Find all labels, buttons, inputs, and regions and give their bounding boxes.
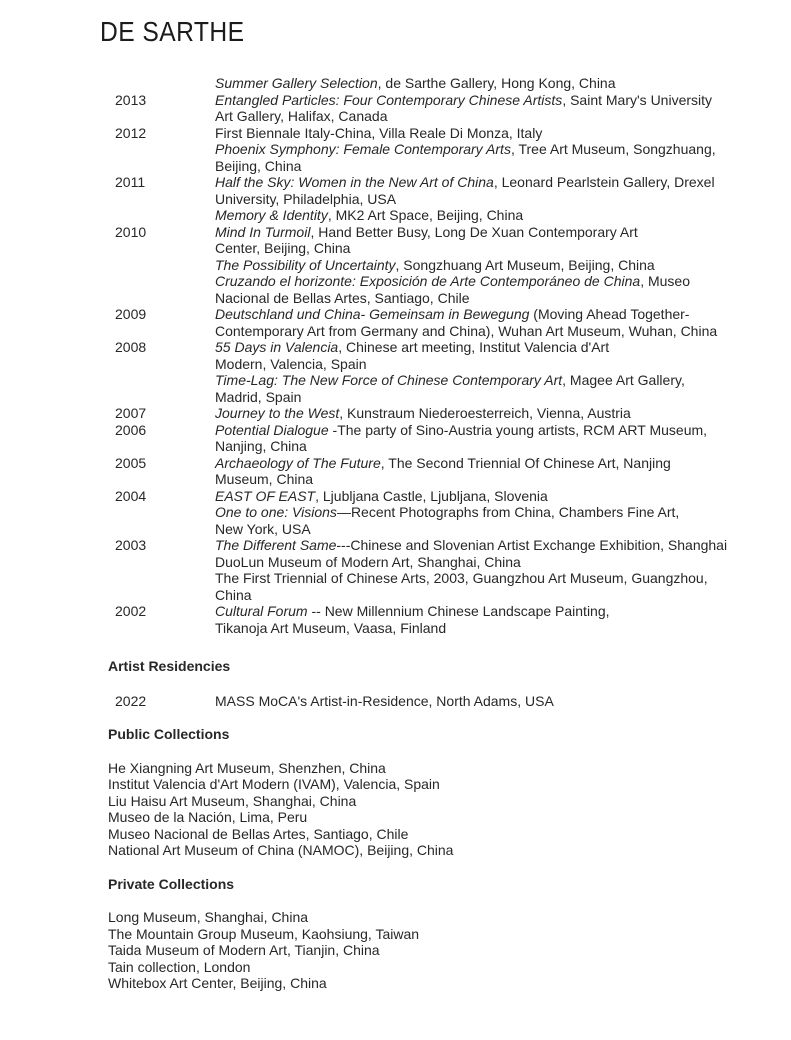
exhibition-text <box>215 356 367 373</box>
text-segment: First Biennale Italy-China, Villa Reale Di Monza, Italy <box>215 124 543 141</box>
public-collection-item: National Art Museum of China (NAMOC), Beijing, China <box>108 842 454 858</box>
exhibition-title: Deutschland und China- Gemeinsam in Bewegung <box>215 306 530 322</box>
exhibition-text <box>215 488 548 505</box>
exhibition-row <box>108 471 761 488</box>
text-segment: Museum, China <box>215 471 314 487</box>
text-segment: , Saint Mary's University <box>562 91 713 108</box>
exhibition-row <box>108 257 761 274</box>
exhibition-row <box>108 191 761 208</box>
exhibition-row <box>108 438 761 455</box>
exhibition-title: Half the Sky: Women in the New Art of China <box>215 174 494 190</box>
public-collection-item: Institut Valencia d'Art Modern (IVAM), Valencia, Spain <box>108 776 440 792</box>
exhibition-text <box>215 75 616 92</box>
public-collection-item: Museo de la Nación, Lima, Peru <box>108 809 308 825</box>
exhibition-row <box>108 174 761 191</box>
exhibition-row <box>108 455 761 472</box>
exhibition-year: 2013 <box>115 91 147 108</box>
gallery-logo: DE SARTHE <box>100 16 245 47</box>
exhibition-row <box>108 504 761 521</box>
exhibition-title: Entangled Particles: Four Contemporary Chinese Artists <box>215 91 563 108</box>
private-collection-item: Taida Museum of Modern Art, Tianjin, China <box>108 942 380 958</box>
exhibition-text <box>215 389 301 406</box>
private-collections-section <box>108 876 761 992</box>
exhibition-text <box>215 323 717 340</box>
text-segment: Madrid, Spain <box>215 388 302 405</box>
exhibition-text <box>215 521 311 538</box>
exhibition-year: 2008 <box>115 339 147 355</box>
exhibition-title: Summer Gallery Selection <box>215 75 378 91</box>
exhibition-text <box>215 108 387 125</box>
exhibition-row <box>108 141 761 158</box>
text-segment: Nanjing, China <box>215 438 307 454</box>
exhibition-row <box>108 273 761 290</box>
exhibition-row <box>108 537 761 554</box>
text-segment: , Songzhuang Art Museum, Beijing, China <box>395 256 655 273</box>
exhibition-year: 2004 <box>115 487 147 504</box>
exhibition-title: Archaeology of The Future <box>215 454 381 471</box>
public-collections-heading: Public Collections <box>108 726 230 742</box>
text-segment: Tikanoja Art Museum, Vaasa, Finland <box>215 619 447 636</box>
exhibition-row <box>108 306 761 323</box>
exhibition-text <box>215 240 350 257</box>
exhibition-text <box>215 207 523 224</box>
residencies-section <box>108 658 761 709</box>
exhibition-row <box>108 240 761 257</box>
exhibition-text <box>215 504 679 521</box>
public-collections-section <box>108 726 761 859</box>
text-segment: (Moving Ahead Together- <box>529 306 690 322</box>
exhibition-text <box>215 92 712 109</box>
residency-text <box>215 693 554 710</box>
exhibition-row <box>108 389 761 406</box>
exhibition-text <box>215 554 521 571</box>
exhibition-text <box>215 191 396 208</box>
exhibition-row <box>108 356 761 373</box>
exhibition-row <box>108 125 761 142</box>
exhibition-title: The Different Same <box>215 537 337 553</box>
exhibition-title: Journey to the West <box>215 405 340 421</box>
text-segment: , Chinese art meeting, Institut Valencia d'Art <box>338 339 610 355</box>
exhibition-row <box>108 521 761 538</box>
exhibition-text <box>215 620 446 637</box>
exhibition-title: The Possibility of Uncertainty <box>215 256 396 273</box>
exhibition-title: EAST OF EAST <box>215 487 316 504</box>
public-collection-item: Museo Nacional de Bellas Artes, Santiago, Chile <box>108 825 409 842</box>
exhibition-text <box>215 158 301 175</box>
text-segment: DuoLun Museum of Modern Art, Shanghai, China <box>215 553 521 570</box>
text-segment: Nacional de Bellas Artes, Santiago, Chile <box>215 289 470 306</box>
private-collection-item: Whitebox Art Center, Beijing, China <box>108 975 327 991</box>
exhibition-title: One to one: Visions <box>215 504 337 520</box>
exhibition-text <box>215 438 307 455</box>
exhibition-row <box>108 587 761 604</box>
exhibition-year: 2003 <box>115 537 147 553</box>
exhibition-row <box>108 405 761 422</box>
text-segment: , Ljubljana Castle, Ljubljana, Slovenia <box>315 487 548 504</box>
exhibition-text <box>215 537 727 554</box>
exhibitions-section <box>108 75 761 636</box>
text-segment: , Hand Better Busy, Long De Xuan Contemporary Art <box>310 223 638 240</box>
exhibition-row <box>108 422 761 439</box>
exhibition-year: 2010 <box>115 223 147 240</box>
exhibition-year: 2005 <box>115 454 147 471</box>
exhibition-row <box>108 554 761 571</box>
exhibition-row <box>108 207 761 224</box>
exhibition-title: Time-Lag: The New Force of Chinese Contemporary Art <box>215 372 563 388</box>
exhibition-text <box>215 372 685 389</box>
exhibition-title: Cultural Forum <box>215 603 308 619</box>
exhibition-row <box>108 75 761 92</box>
text-segment: The First Triennial of Chinese Arts, 2003, Guangzhou Art Museum, Guangzhou, <box>215 570 708 586</box>
text-segment: , Magee Art Gallery, <box>562 372 685 388</box>
text-segment: Center, Beijing, China <box>215 240 351 256</box>
exhibition-row <box>108 620 761 637</box>
exhibition-row <box>108 290 761 307</box>
exhibition-title: Cruzando el horizonte: Exposición de Arte Contemporáneo de China <box>215 273 641 289</box>
exhibition-text <box>215 141 716 158</box>
exhibition-title: Phoenix Symphony: Female Contemporary Arts <box>215 141 511 157</box>
text-segment: , Kunstraum Niederoesterreich, Vienna, Austria <box>339 405 631 421</box>
exhibition-text <box>215 273 690 290</box>
text-segment: New York, USA <box>215 520 311 537</box>
exhibition-row <box>108 570 761 587</box>
text-segment: , Tree Art Museum, Songzhuang, <box>510 141 716 157</box>
exhibition-text <box>215 471 313 488</box>
private-collection-item: Tain collection, London <box>108 958 251 975</box>
residency-year: 2022 <box>115 692 147 709</box>
exhibition-title: 55 Days in Valencia <box>215 339 339 355</box>
exhibition-row <box>108 372 761 389</box>
exhibition-text <box>215 290 469 307</box>
exhibition-text <box>215 455 671 472</box>
text-segment: —Recent Photographs from China, Chambers Fine Art, <box>336 504 680 520</box>
text-segment: -- New Millennium Chinese Landscape Painting, <box>307 603 610 619</box>
exhibition-row <box>108 603 761 620</box>
text-segment: , Leonard Pearlstein Gallery, Drexel <box>493 174 715 190</box>
text-segment: Modern, Valencia, Spain <box>215 355 367 372</box>
text-segment: Contemporary Art from Germany and China), Wuhan Art Museum, Wuhan, China <box>215 322 718 339</box>
exhibition-year: 2006 <box>115 421 147 438</box>
private-collections-heading: Private Collections <box>108 875 235 892</box>
exhibition-row <box>108 339 761 356</box>
residencies-heading: Artist Residencies <box>108 658 231 674</box>
exhibition-list <box>108 75 761 636</box>
residency-row <box>108 693 761 710</box>
exhibition-row <box>108 92 761 109</box>
exhibition-text <box>215 174 715 191</box>
exhibition-title: Memory & Identity <box>215 207 328 223</box>
exhibition-row <box>108 108 761 125</box>
residency-list <box>108 693 761 710</box>
exhibition-year: 2012 <box>115 124 147 141</box>
exhibition-text <box>215 603 610 620</box>
exhibition-row <box>108 224 761 241</box>
public-collection-item: He Xiangning Art Museum, Shenzhen, China <box>108 759 386 776</box>
exhibition-text <box>215 570 708 587</box>
text-segment: Beijing, China <box>215 157 302 174</box>
exhibition-text <box>215 405 631 422</box>
exhibition-year: 2009 <box>115 306 147 322</box>
cv-content <box>108 75 761 992</box>
text-segment: , de Sarthe Gallery, Hong Kong, China <box>377 75 616 91</box>
text-segment: China <box>215 586 252 603</box>
exhibition-title: Potential Dialogue <box>215 421 329 438</box>
text-segment: , MK2 Art Space, Beijing, China <box>327 207 524 223</box>
cv-page <box>0 16 791 1040</box>
text-segment: University, Philadelphia, USA <box>215 190 397 207</box>
text-segment: , Museo <box>640 273 690 289</box>
exhibition-title: Mind In Turmoil <box>215 223 311 240</box>
exhibition-year: 2002 <box>115 603 147 619</box>
exhibition-year: 2011 <box>115 174 146 190</box>
exhibition-text <box>215 257 655 274</box>
exhibition-row <box>108 488 761 505</box>
exhibition-row <box>108 323 761 340</box>
exhibition-text <box>215 306 689 323</box>
private-collection-item: Long Museum, Shanghai, China <box>108 909 309 925</box>
exhibition-year: 2007 <box>115 405 147 421</box>
text-segment: Art Gallery, Halifax, Canada <box>215 108 388 124</box>
exhibition-row <box>108 158 761 175</box>
exhibition-text <box>215 587 252 604</box>
text-segment: , The Second Triennial Of Chinese Art, Nanjing <box>380 454 671 471</box>
text-segment: -The party of Sino-Austria young artists, RCM ART Museum, <box>328 421 708 438</box>
exhibition-text <box>215 422 707 439</box>
private-collection-item: The Mountain Group Museum, Kaohsiung, Taiwan <box>108 925 420 942</box>
exhibition-text <box>215 339 609 356</box>
exhibition-text <box>215 125 542 142</box>
text-segment: MASS MoCA's Artist-in-Residence, North Adams, USA <box>215 692 554 709</box>
private-collections-list <box>108 909 761 992</box>
exhibition-text <box>215 224 638 241</box>
public-collections-list <box>108 760 761 859</box>
public-collection-item: Liu Haisu Art Museum, Shanghai, China <box>108 792 357 809</box>
text-segment: ---Chinese and Slovenian Artist Exchange Exhibition, Shanghai <box>336 537 728 553</box>
